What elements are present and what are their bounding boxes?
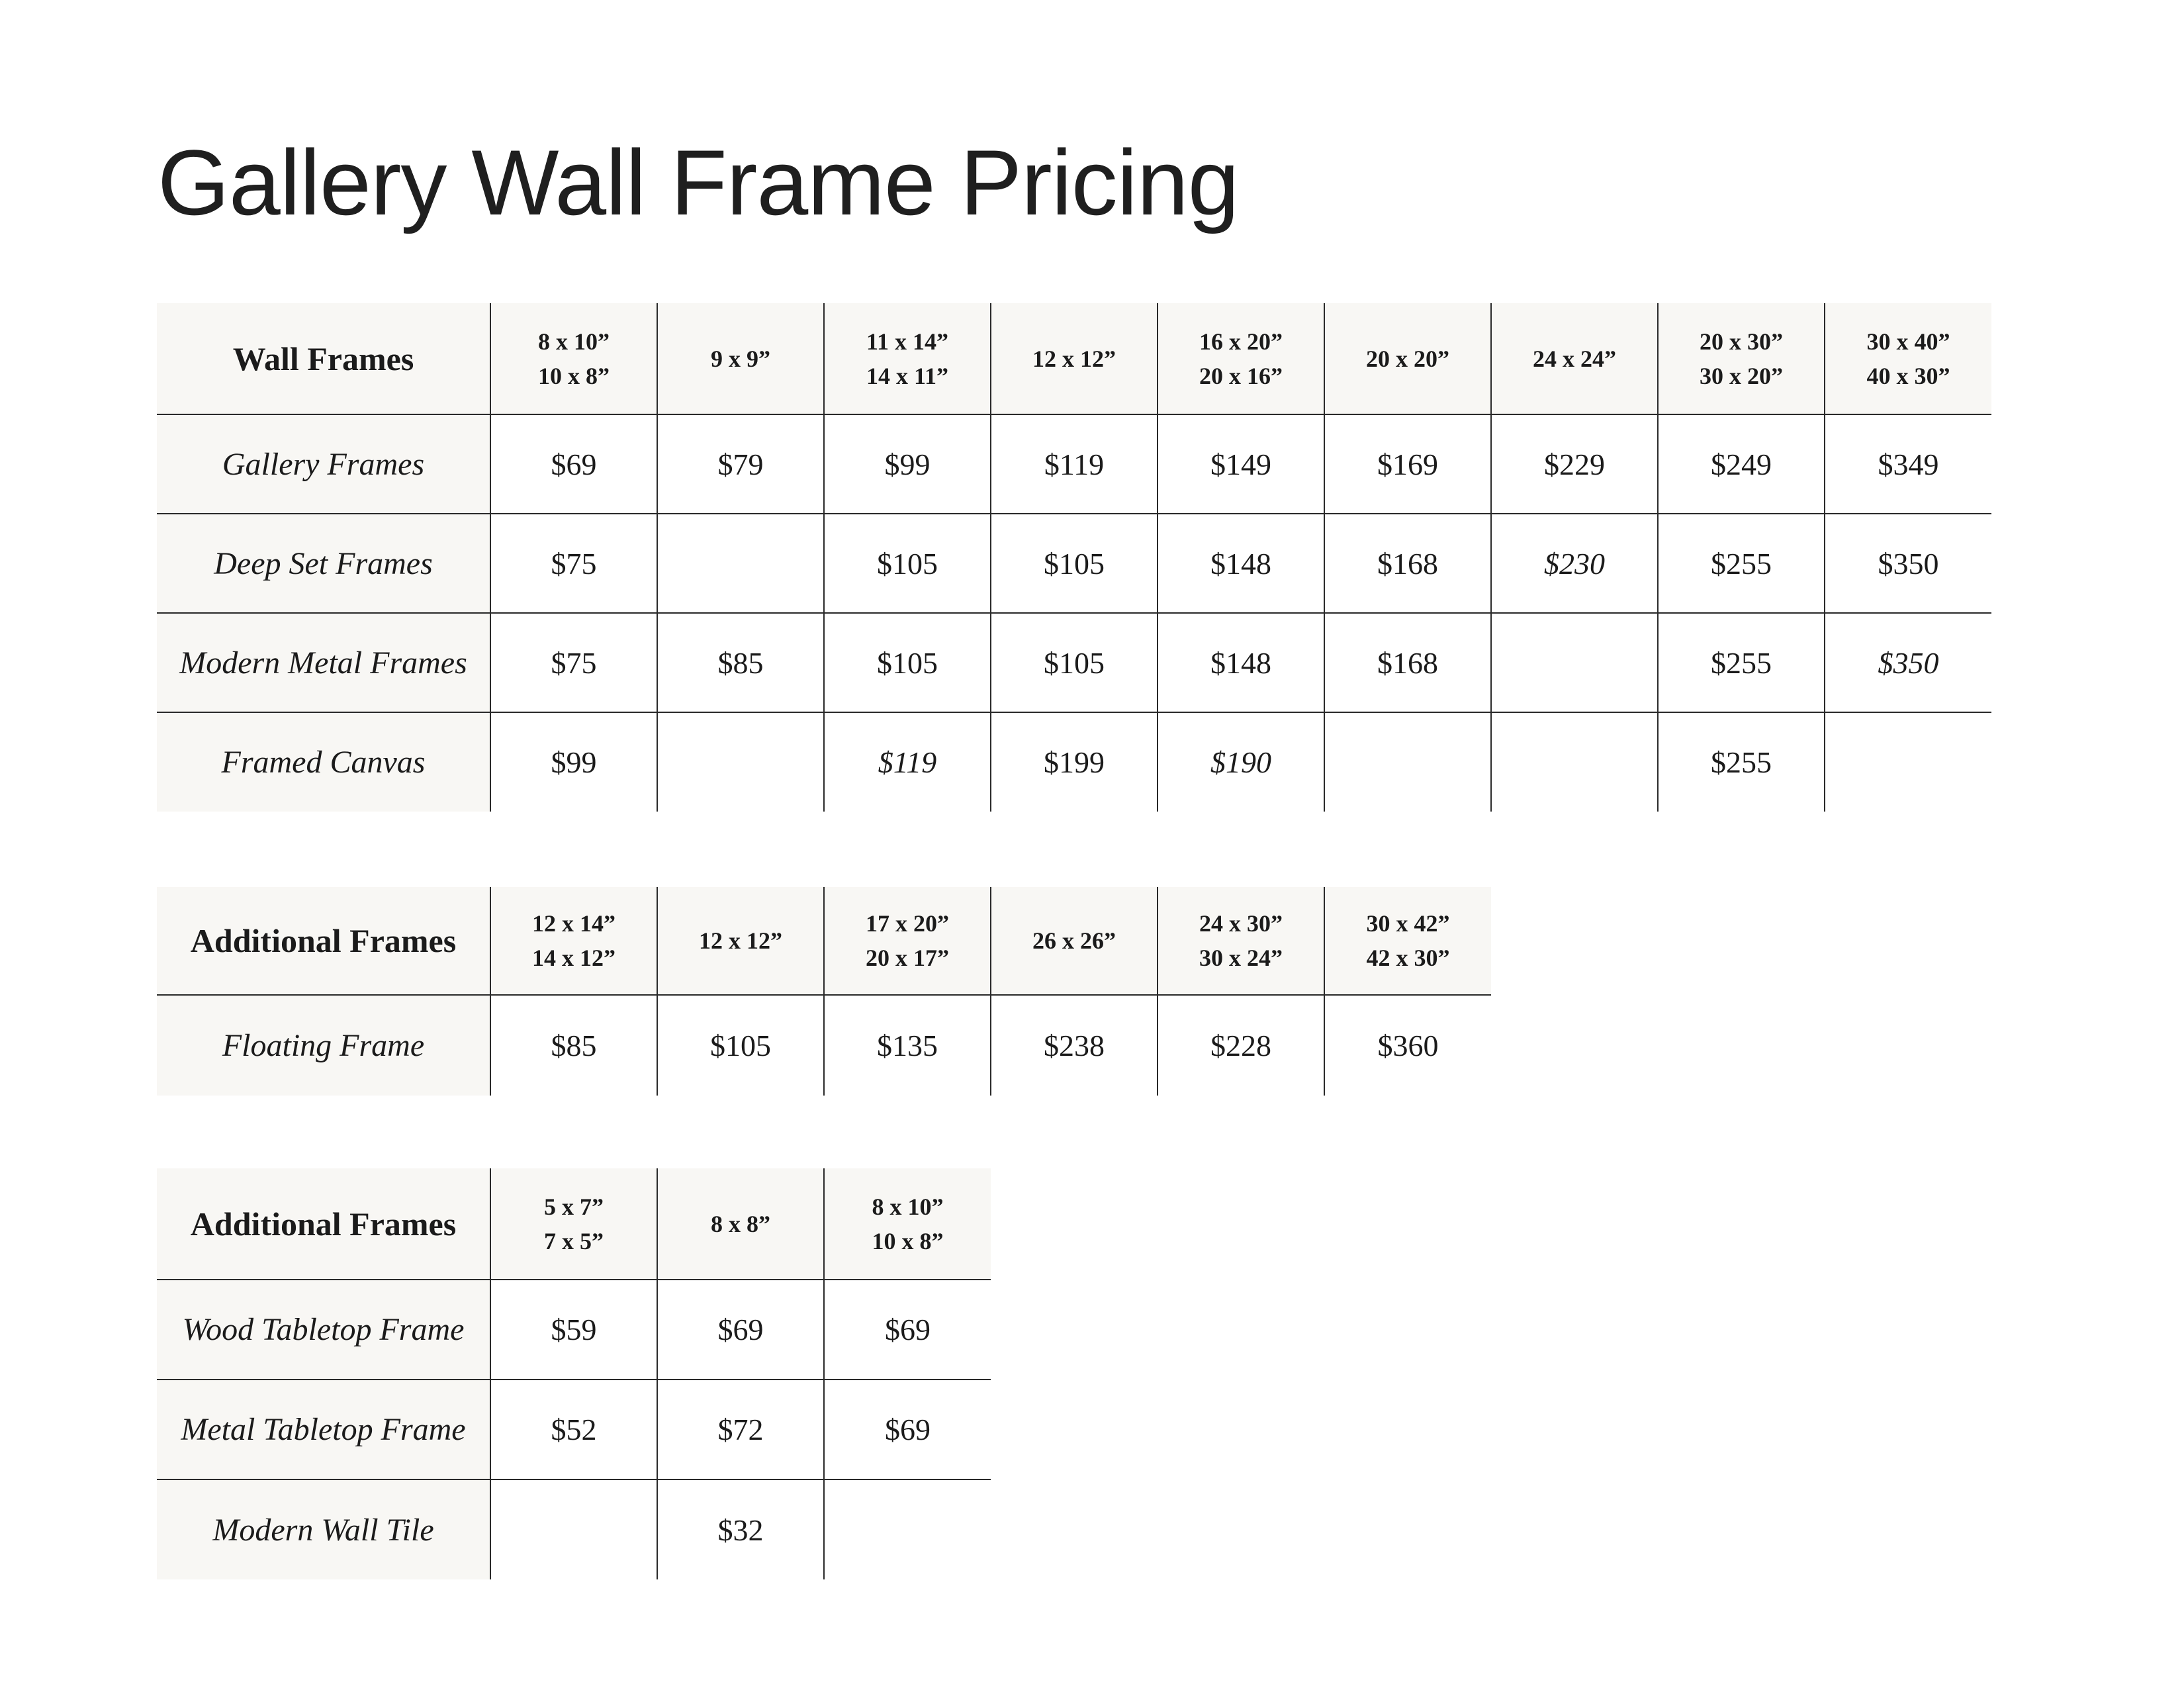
- size-label: 26 x 26”: [1032, 927, 1116, 954]
- size-header: [824, 1168, 991, 1280]
- row-label: Modern Wall Tile: [157, 1479, 490, 1579]
- size-header: [1825, 303, 1991, 414]
- size-label: 20 x 20”: [1366, 345, 1449, 372]
- price-cell: $229: [1491, 414, 1658, 514]
- table-row: [157, 712, 1991, 812]
- price-cell: $349: [1825, 414, 1991, 514]
- row-label: Deep Set Frames: [157, 514, 490, 613]
- row-label: Gallery Frames: [157, 414, 490, 514]
- size-header: [824, 887, 991, 995]
- price-cell: [657, 514, 824, 613]
- size-header: [1324, 887, 1491, 995]
- table-header-row: [157, 887, 1491, 995]
- price-cell: $85: [657, 613, 824, 712]
- price-cell: $72: [657, 1380, 824, 1479]
- price-cell: $85: [490, 995, 657, 1096]
- table-row: [157, 1380, 991, 1479]
- size-header: [657, 303, 824, 414]
- additional-frames-table: [157, 887, 1491, 1096]
- price-cell: $228: [1158, 995, 1324, 1096]
- size-label: 12 x 14”: [532, 910, 615, 937]
- price-cell: $99: [824, 414, 991, 514]
- price-cell: [1491, 613, 1658, 712]
- price-cell: $69: [824, 1280, 991, 1380]
- size-header: [657, 1168, 824, 1280]
- size-label: 8 x 10”: [872, 1193, 944, 1220]
- size-header: [824, 303, 991, 414]
- size-label: 12 x 12”: [699, 927, 782, 954]
- tabletop-frames-table: [157, 1168, 991, 1579]
- price-cell: [824, 1479, 991, 1579]
- price-cell: $69: [490, 414, 657, 514]
- size-header: [1658, 303, 1825, 414]
- wall-frames-table: [157, 303, 1991, 812]
- row-label: Wood Tabletop Frame: [157, 1280, 490, 1380]
- size-label: 30 x 42”: [1366, 910, 1450, 937]
- price-cell: $105: [824, 514, 991, 613]
- size-header: [1324, 303, 1491, 414]
- price-cell: $199: [991, 712, 1158, 812]
- size-label: 11 x 14”: [866, 328, 948, 355]
- size-label: 24 x 24”: [1533, 345, 1616, 372]
- table-heading: Additional Frames: [157, 887, 490, 995]
- price-cell: $168: [1324, 613, 1491, 712]
- size-label: 20 x 16”: [1199, 362, 1283, 389]
- table-header-row: [157, 1168, 991, 1280]
- size-header: [490, 887, 657, 995]
- price-cell: $255: [1658, 613, 1825, 712]
- size-header: [657, 887, 824, 995]
- price-cell: $230: [1491, 514, 1658, 613]
- price-cell: [1491, 712, 1658, 812]
- row-label: Metal Tabletop Frame: [157, 1380, 490, 1479]
- price-cell: $148: [1158, 514, 1324, 613]
- price-cell: $79: [657, 414, 824, 514]
- size-header: [1158, 887, 1324, 995]
- table-row: [157, 995, 1491, 1096]
- size-label: 20 x 17”: [866, 945, 949, 971]
- price-cell: [657, 712, 824, 812]
- price-cell: $190: [1158, 712, 1324, 812]
- price-cell: $75: [490, 613, 657, 712]
- table-row: [157, 613, 1991, 712]
- size-header: [490, 1168, 657, 1280]
- price-cell: $255: [1658, 514, 1825, 613]
- size-label: 10 x 8”: [872, 1227, 944, 1254]
- table-row: [157, 514, 1991, 613]
- price-cell: [1825, 712, 1991, 812]
- price-cell: [490, 1479, 657, 1579]
- size-label: 10 x 8”: [538, 362, 610, 389]
- price-cell: $59: [490, 1280, 657, 1380]
- size-label: 12 x 12”: [1032, 345, 1116, 372]
- size-header: [1158, 303, 1324, 414]
- row-label: Floating Frame: [157, 995, 490, 1096]
- price-cell: $105: [991, 613, 1158, 712]
- size-label: 30 x 24”: [1199, 945, 1283, 971]
- size-label: 14 x 11”: [866, 362, 948, 389]
- price-cell: $75: [490, 514, 657, 613]
- size-header: [490, 303, 657, 414]
- price-cell: $105: [991, 514, 1158, 613]
- price-cell: $32: [657, 1479, 824, 1579]
- price-cell: $119: [824, 712, 991, 812]
- price-cell: $99: [490, 712, 657, 812]
- price-cell: $105: [824, 613, 991, 712]
- size-label: 20 x 30”: [1700, 328, 1783, 355]
- size-label: 42 x 30”: [1366, 945, 1450, 971]
- size-label: 16 x 20”: [1199, 328, 1283, 355]
- size-label: 9 x 9”: [711, 345, 770, 372]
- size-label: 30 x 20”: [1700, 362, 1783, 389]
- size-label: 40 x 30”: [1866, 362, 1950, 389]
- price-cell: $52: [490, 1380, 657, 1479]
- table-header-row: [157, 303, 1991, 414]
- price-cell: $119: [991, 414, 1158, 514]
- price-cell: $350: [1825, 613, 1991, 712]
- price-cell: $169: [1324, 414, 1491, 514]
- size-label: 17 x 20”: [866, 910, 949, 937]
- price-cell: $69: [824, 1380, 991, 1479]
- price-cell: $350: [1825, 514, 1991, 613]
- size-label: 8 x 10”: [538, 328, 610, 355]
- size-label: 14 x 12”: [532, 945, 615, 971]
- size-header: [991, 887, 1158, 995]
- row-label: Framed Canvas: [157, 712, 490, 812]
- price-cell: $149: [1158, 414, 1324, 514]
- price-cell: $135: [824, 995, 991, 1096]
- table-row: [157, 1280, 991, 1380]
- price-cell: $249: [1658, 414, 1825, 514]
- price-cell: $255: [1658, 712, 1825, 812]
- table-row: [157, 414, 1991, 514]
- price-cell: $168: [1324, 514, 1491, 613]
- size-label: 30 x 40”: [1866, 328, 1950, 355]
- price-cell: $238: [991, 995, 1158, 1096]
- size-header: [1491, 303, 1658, 414]
- size-label: 5 x 7”: [544, 1193, 604, 1220]
- page-title: Gallery Wall Frame Pricing: [158, 130, 1239, 234]
- price-cell: $360: [1324, 995, 1491, 1096]
- size-label: 8 x 8”: [711, 1210, 770, 1237]
- table-heading: Wall Frames: [157, 303, 490, 414]
- size-header: [991, 303, 1158, 414]
- size-label: 24 x 30”: [1199, 910, 1283, 937]
- table-heading: Additional Frames: [157, 1168, 490, 1280]
- row-label: Modern Metal Frames: [157, 613, 490, 712]
- price-cell: $148: [1158, 613, 1324, 712]
- table-row: [157, 1479, 991, 1579]
- price-cell: [1324, 712, 1491, 812]
- price-cell: $105: [657, 995, 824, 1096]
- size-label: 7 x 5”: [544, 1227, 604, 1254]
- price-cell: $69: [657, 1280, 824, 1380]
